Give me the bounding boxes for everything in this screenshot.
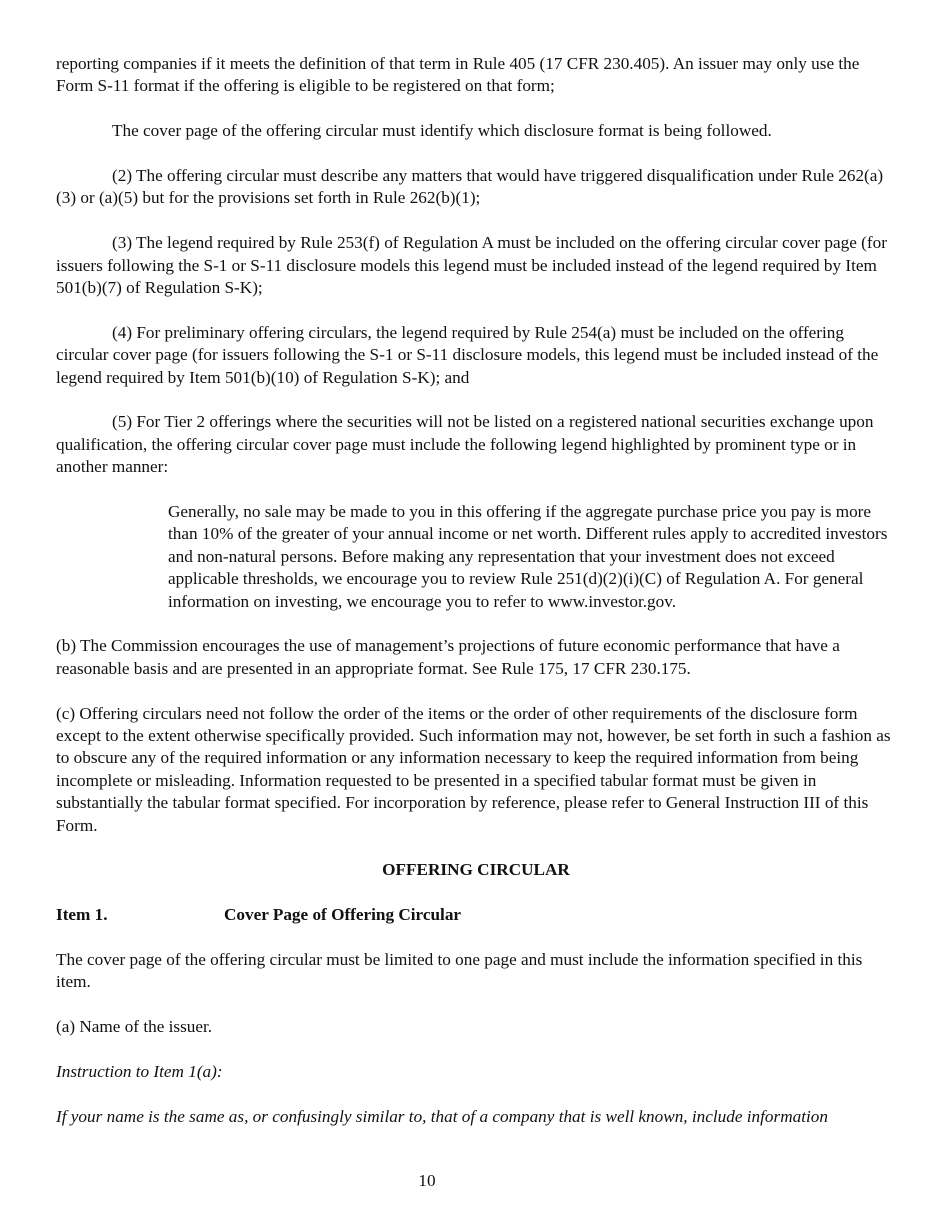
item-heading (56, 904, 896, 926)
legend-block: Generally, no sale may be made to you in this offering if the aggregate purchase price you pay is more than 10% of the greater of your annual income or net worth. Different rules apply to accredited investors and non-natural persons. Before making any representation that your investment does not exceed applicable thresholds, we encourage you to review Rule 251(d)(2)(i)(C) of Regulation A. For general information on investing, we encourage you to refer to www.investor.gov. (168, 502, 888, 611)
paragraph-item-5: (5) For Tier 2 offerings where the securities will not be listed on a registered national securities exchange upon qualification, the offering circular cover page must include the following legend highlighted by prominent type or in another manner: (56, 412, 874, 477)
item-intro: The cover page of the offering circular must be limited to one page and must include the information specified in this item. (56, 950, 863, 992)
item-a: (a) Name of the issuer. (56, 1017, 213, 1037)
paragraph-item-2: (2) The offering circular must describe any matters that would have triggered disqualification under Rule 262(a)(3) or (a)(5) but for the provisions set forth in Rule 262(b)(1); (56, 166, 884, 208)
item-number: Item 1. (56, 905, 108, 925)
document-page (56, 53, 896, 1151)
item-title: Cover Page of Offering Circular (224, 905, 462, 925)
paragraph-b: (b) The Commission encourages the use of management’s projections of future economic performance that have a reasonable basis and are presented in an appropriate format. See Rule 175, 17 CFR 230.175. (56, 636, 840, 678)
paragraph-cover-format: The cover page of the offering circular must identify which disclosure format is being followed. (112, 121, 772, 141)
instruction-text: If your name is the same as, or confusingly similar to, that of a company that is well known, include information (56, 1106, 828, 1126)
paragraph-item-3: (3) The legend required by Rule 253(f) of Regulation A must be included on the offering circular cover page (for issuers following the S-1 or S-11 disclosure models this legend must be included instead of the legend required by Item 501(b)(7) of Regulation S-K); (56, 233, 887, 298)
paragraph-continuation: reporting companies if it meets the definition of that term in Rule 405 (17 CFR 230.405). An issuer may only use the Form S-11 format if the offering is eligible to be registered on that form; (56, 54, 860, 96)
section-heading: OFFERING CIRCULAR (382, 860, 570, 880)
instruction-label: Instruction to Item 1(a): (56, 1062, 223, 1082)
paragraph-c: (c) Offering circulars need not follow the order of the items or the order of other requirements of the disclosure form except to the extent otherwise specifically provided. Such information may not, however, be set forth in such a fashion as to obscure any of the required information or any information necessary to keep the required information from being incomplete or misleading. Information requested to be presented in a specified tabular format must be given in substantially the tabular format specified. For incorporation by reference, please refer to General Instruction III of this Form. (56, 703, 891, 835)
page-number: 10 (418, 1171, 436, 1190)
paragraph-item-4: (4) For preliminary offering circulars, the legend required by Rule 254(a) must be included on the offering circular cover page (for issuers following the S-1 or S-11 disclosure models, this legend must be included instead of the legend required by Item 501(b)(10) of Regulation S-K); and (56, 322, 879, 387)
